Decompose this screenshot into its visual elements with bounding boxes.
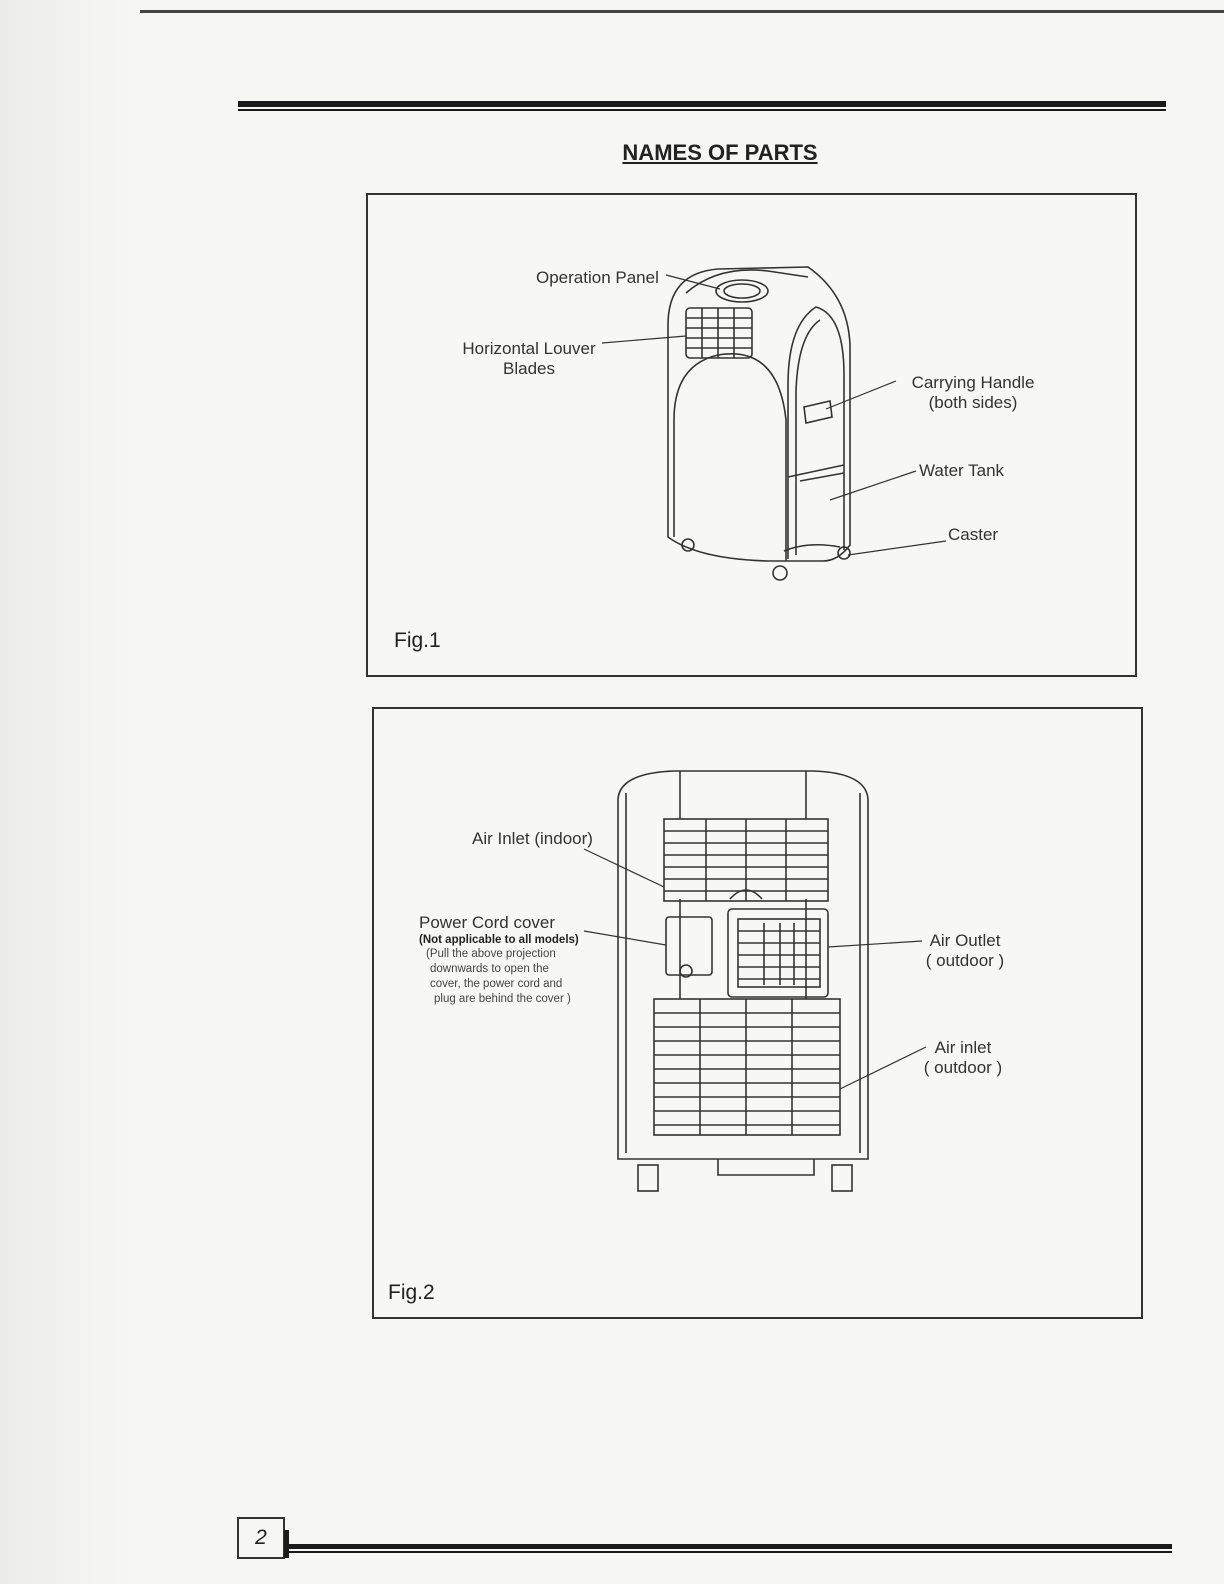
label-air-inlet-indoor: Air Inlet (indoor) (472, 829, 593, 848)
label-not-applicable-note: (Not applicable to all models) (419, 934, 579, 946)
page-title: NAMES OF PARTS (622, 140, 818, 165)
label-air-outlet-line2: ( outdoor ) (925, 951, 1005, 970)
label-louver-blades-line2: Blades (503, 359, 555, 378)
footer-rule (284, 1544, 1172, 1549)
label-cover-note-line1: (Pull the above projection (426, 948, 556, 960)
figure-2-frame (372, 707, 1143, 1319)
page-number: 2 (237, 1517, 285, 1559)
label-operation-panel: Operation Panel (536, 268, 659, 287)
fig1-leader-lines (602, 275, 946, 555)
label-power-cord-cover: Power Cord cover (419, 913, 556, 932)
scan-edge-shading (0, 0, 140, 1584)
label-air-inlet-outdoor-line2: ( outdoor ) (923, 1058, 1003, 1077)
portable-ac-rear-illustration (374, 709, 1145, 1321)
fig2-leader-lines (584, 849, 926, 1089)
figure-1-caption: Fig.1 (394, 629, 441, 652)
figure-2-caption: Fig.2 (388, 1281, 435, 1304)
label-cover-note-line3: cover, the power cord and (430, 978, 563, 990)
label-cover-note-line2: downwards to open the (430, 963, 549, 975)
label-air-inlet-outdoor-line1: Air inlet (934, 1038, 992, 1057)
label-louver-blades-line1: Horizontal Louver (462, 339, 596, 358)
figure-1-frame (366, 193, 1137, 677)
label-carrying-handle-line1: Carrying Handle (911, 373, 1035, 392)
label-cover-note-line4: plug are behind the cover ) (434, 993, 571, 1005)
header-rule-thin (238, 109, 1166, 111)
label-air-outlet-line1: Air Outlet (929, 931, 1001, 950)
portable-ac-front-illustration (368, 195, 1139, 679)
footer-rule-thin (284, 1551, 1172, 1553)
header-rule (238, 101, 1166, 107)
label-carrying-handle-line2: (both sides) (928, 393, 1018, 412)
label-caster: Caster (948, 525, 999, 544)
label-water-tank: Water Tank (919, 461, 1005, 480)
scan-top-edge (140, 10, 1224, 13)
